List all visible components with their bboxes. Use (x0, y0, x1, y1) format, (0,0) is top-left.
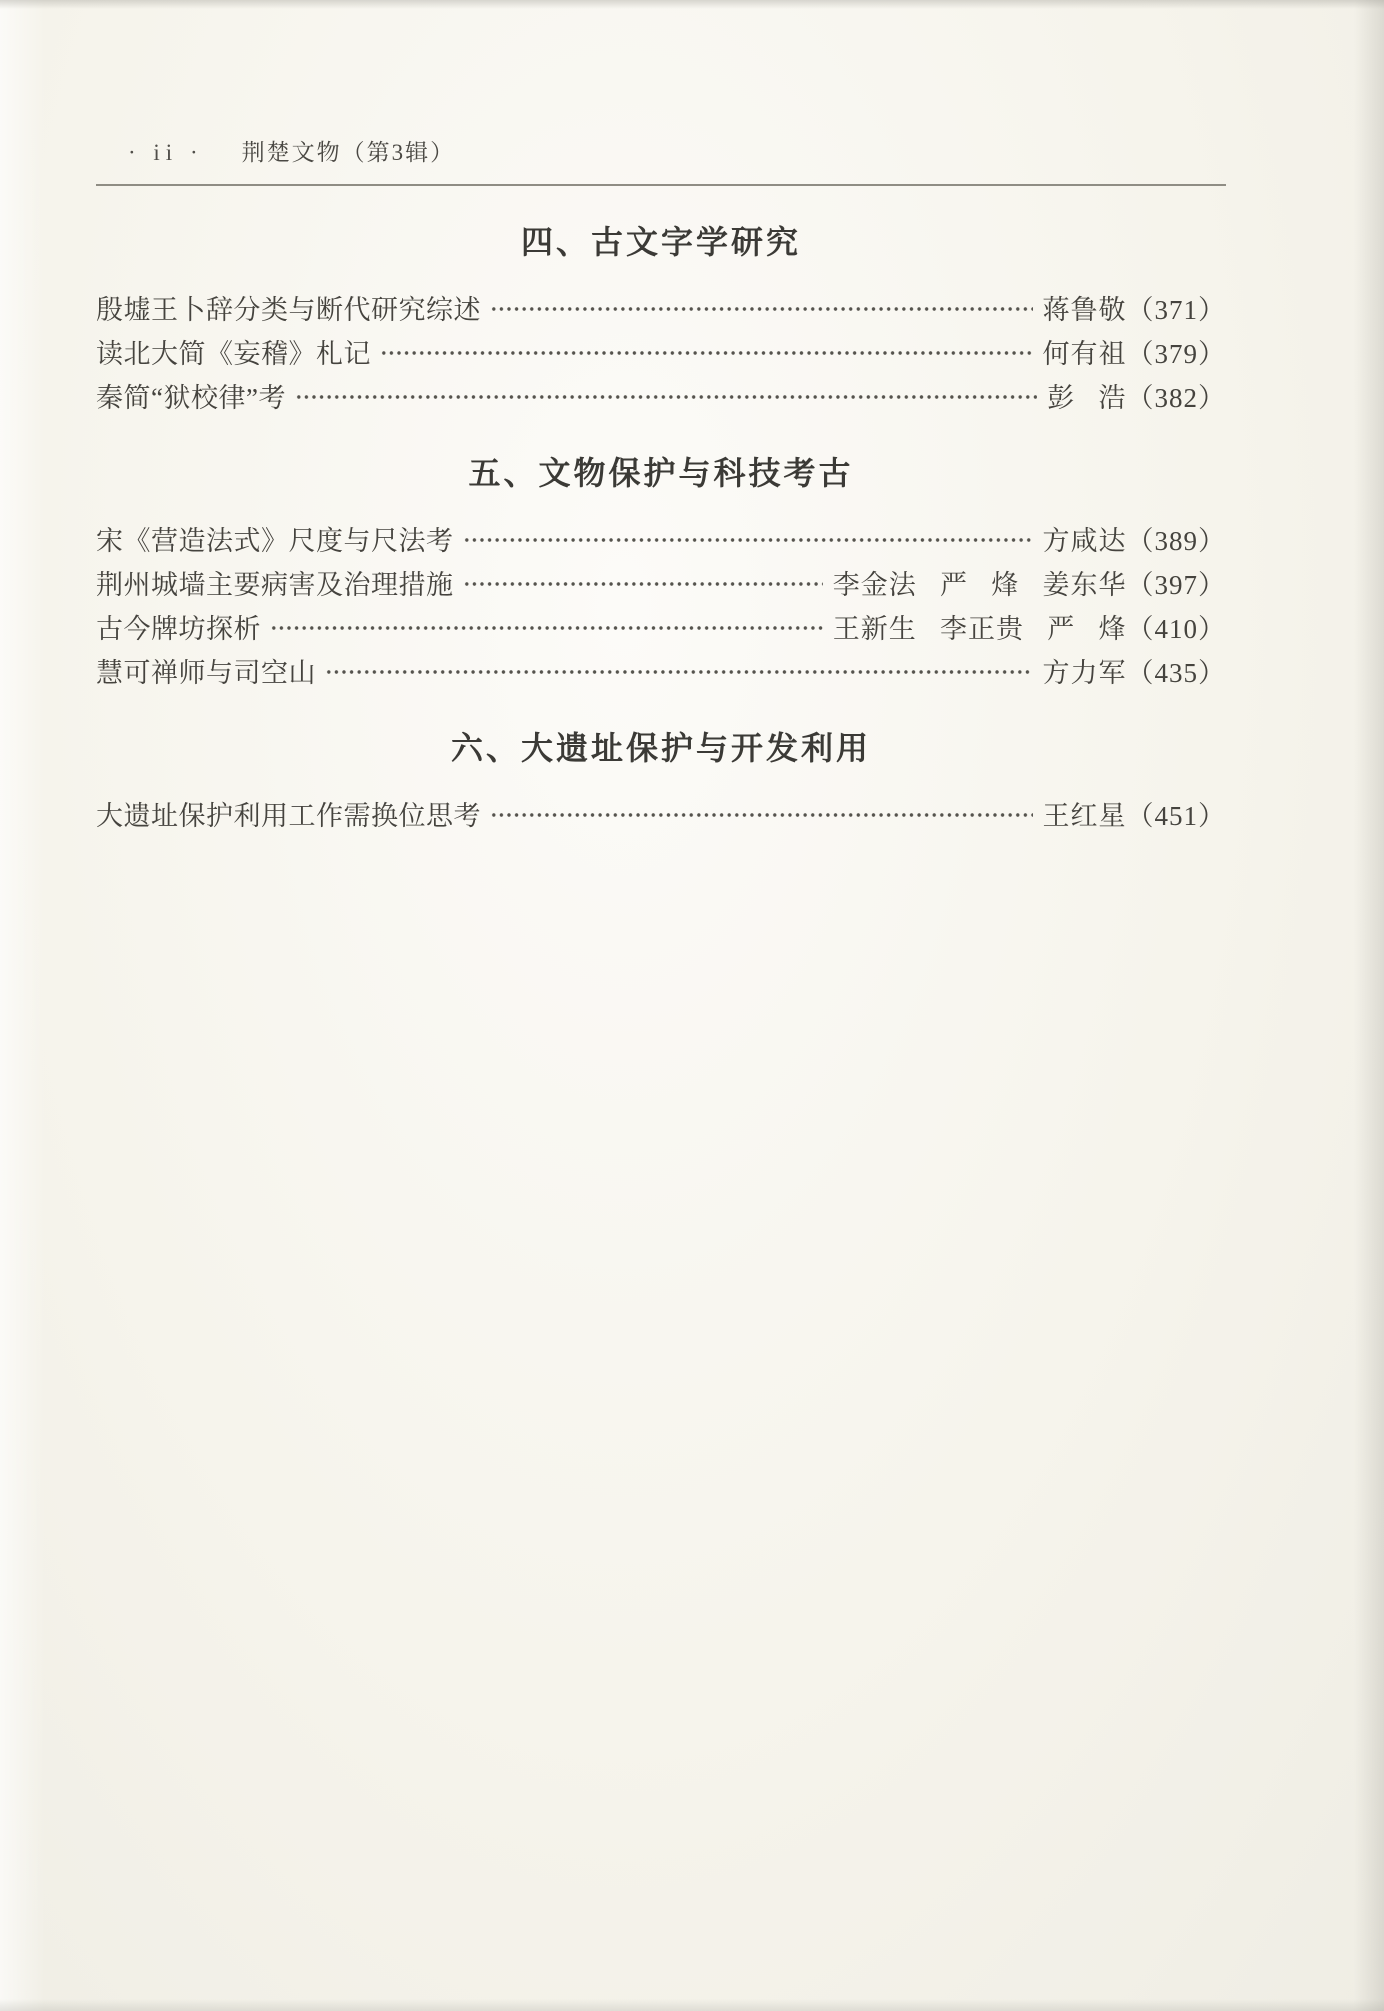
entry-page-number: （451） (1126, 800, 1226, 831)
dot-leader (270, 604, 823, 648)
toc-entry (96, 285, 1226, 329)
dot-leader (325, 648, 1033, 692)
entry-page-number: （371） (1126, 294, 1226, 325)
entry-title: 读北大简《妄稽》札记 (96, 338, 371, 369)
toc-entry (96, 329, 1226, 373)
toc-sections (96, 220, 1226, 835)
entry-title: 慧可禅师与司空山 (96, 657, 316, 688)
section-entries (96, 791, 1226, 835)
toc-entry (96, 373, 1226, 417)
toc-entry (96, 648, 1226, 692)
book-page (96, 0, 1226, 835)
entry-title: 古今牌坊探析 (96, 613, 261, 644)
entry-page-number: （397） (1126, 569, 1226, 600)
entry-authors: 王新生 李正贵 严 烽 (832, 613, 1127, 644)
section-heading: 六、大遗址保护与开发利用 (450, 730, 871, 766)
toc-section (96, 220, 1226, 417)
entry-page-number: （435） (1126, 657, 1226, 688)
dot-leader (380, 329, 1033, 373)
entry-authors: 王红星 (1042, 800, 1127, 831)
page-header (96, 138, 1226, 168)
entry-title: 大遗址保护利用工作需换位思考 (96, 800, 481, 831)
entry-authors: 方力军 (1042, 657, 1127, 688)
dot-leader (490, 285, 1033, 329)
section-entries (96, 516, 1226, 692)
toc-entry (96, 560, 1226, 604)
dot-leader (490, 791, 1033, 835)
toc-entry (96, 604, 1226, 648)
toc-entry (96, 516, 1226, 560)
entry-page-number: （410） (1126, 613, 1226, 644)
entry-authors: 李金法 严 烽 姜东华 (832, 569, 1127, 600)
dot-leader (463, 516, 1033, 560)
toc-section (96, 726, 1226, 835)
entry-authors: 方咸达 (1042, 525, 1127, 556)
entry-authors: 彭 浩 (1047, 382, 1127, 413)
entry-page-number: （379） (1126, 338, 1226, 369)
toc-entry (96, 791, 1226, 835)
header-rule (96, 184, 1226, 186)
entry-page-number: （389） (1126, 525, 1226, 556)
entry-authors: 何有祖 (1042, 338, 1127, 369)
dot-leader (295, 373, 1037, 417)
section-heading: 四、古文字学研究 (520, 224, 801, 260)
entry-page-number: （382） (1126, 382, 1226, 413)
dot-leader (463, 560, 823, 604)
entry-title: 秦简“狱校律”考 (96, 382, 286, 413)
page-number-marker: · ii · (128, 140, 204, 165)
entry-authors: 蒋鲁敬 (1042, 294, 1127, 325)
book-title: 荆楚文物（第3辑） (241, 140, 456, 165)
entry-title: 荆州城墙主要病害及治理措施 (96, 569, 454, 600)
entry-title: 宋《营造法式》尺度与尺法考 (96, 525, 454, 556)
entry-title: 殷墟王卜辞分类与断代研究综述 (96, 294, 481, 325)
toc-section (96, 451, 1226, 692)
section-entries (96, 285, 1226, 417)
section-heading: 五、文物保护与科技考古 (468, 455, 854, 491)
